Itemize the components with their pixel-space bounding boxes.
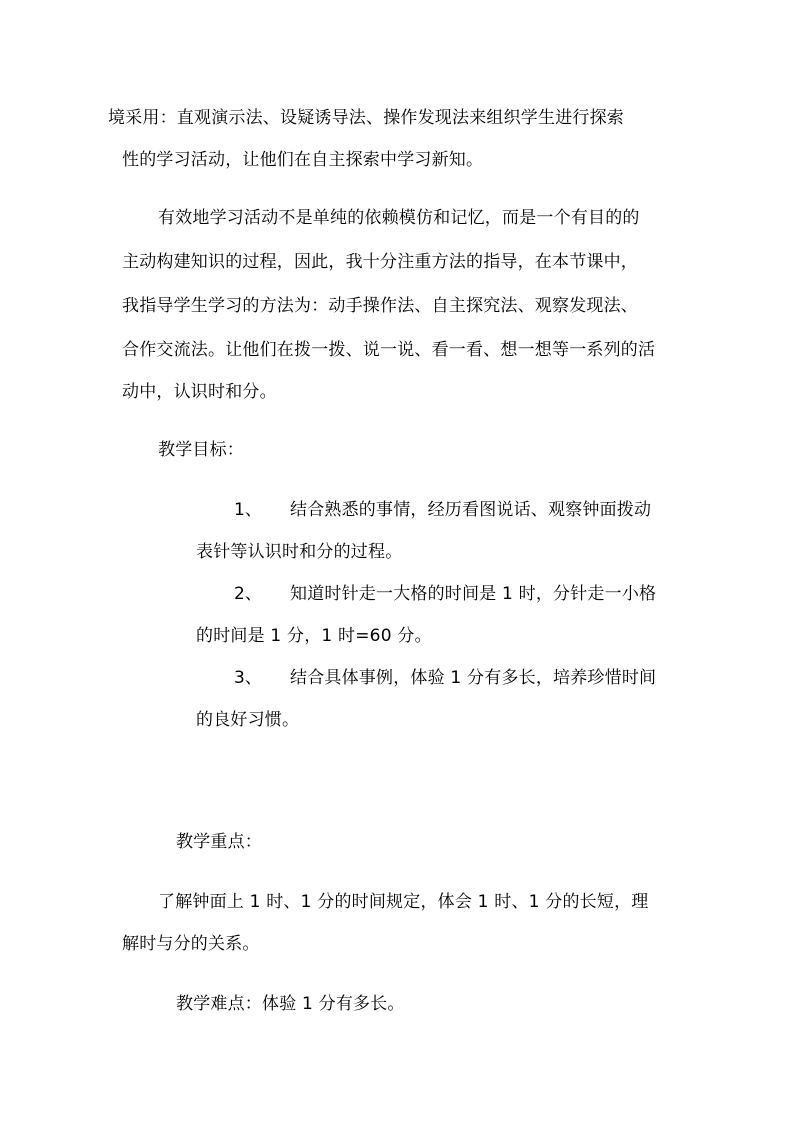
paragraph-2-line-2: 主动构建知识的过程，因此，我十分注重方法的指导，在本节课中， xyxy=(122,252,638,272)
objective-1-line-2: 表针等认识时和分的过程。 xyxy=(196,542,403,562)
paragraph-2-line-3: 我指导学生学习的方法为：动手操作法、自主探究法、观察发现法、 xyxy=(122,296,638,316)
objective-1-number: 1、 xyxy=(234,500,262,520)
objective-2-number: 2、 xyxy=(234,584,262,604)
paragraph-2-line-5: 动中，认识时和分。 xyxy=(122,382,277,402)
paragraph-1-line-2: 性的学习活动，让他们在自主探索中学习新知。 xyxy=(122,150,484,170)
objective-2-line-1: 知道时针走一大格的时间是 1 时，分针走一小格 xyxy=(290,584,657,604)
objective-2-line-2: 的时间是 1 分，1 时=60 分。 xyxy=(196,626,432,646)
paragraph-2-line-1: 有效地学习活动不是单纯的依赖模仿和记忆，而是一个有目的的 xyxy=(158,208,640,228)
objective-3-number: 3、 xyxy=(234,668,262,688)
paragraph-2-line-4: 合作交流法。让他们在拨一拨、说一说、看一看、想一想等一系列的活 xyxy=(122,340,656,360)
key-points-heading: 教学重点： xyxy=(176,832,262,852)
objective-1-line-1: 结合熟悉的事情，经历看图说话、观察钟面拨动 xyxy=(290,500,652,520)
objective-3-line-1: 结合具体事例，体验 1 分有多长，培养珍惜时间 xyxy=(290,668,657,688)
objective-3-line-2: 的良好习惯。 xyxy=(196,710,300,730)
key-points-line-2: 解时与分的关系。 xyxy=(122,934,260,954)
key-points-line-1: 了解钟面上 1 时、1 分的时间规定，体会 1 时、1 分的长短，理 xyxy=(158,892,649,912)
objectives-heading: 教学目标： xyxy=(158,440,244,460)
difficulty-text: 教学难点：体验 1 分有多长。 xyxy=(176,994,405,1014)
paragraph-1-line-1: 境采用：直观演示法、设疑诱导法、操作发现法来组织学生进行探索 xyxy=(108,108,624,128)
